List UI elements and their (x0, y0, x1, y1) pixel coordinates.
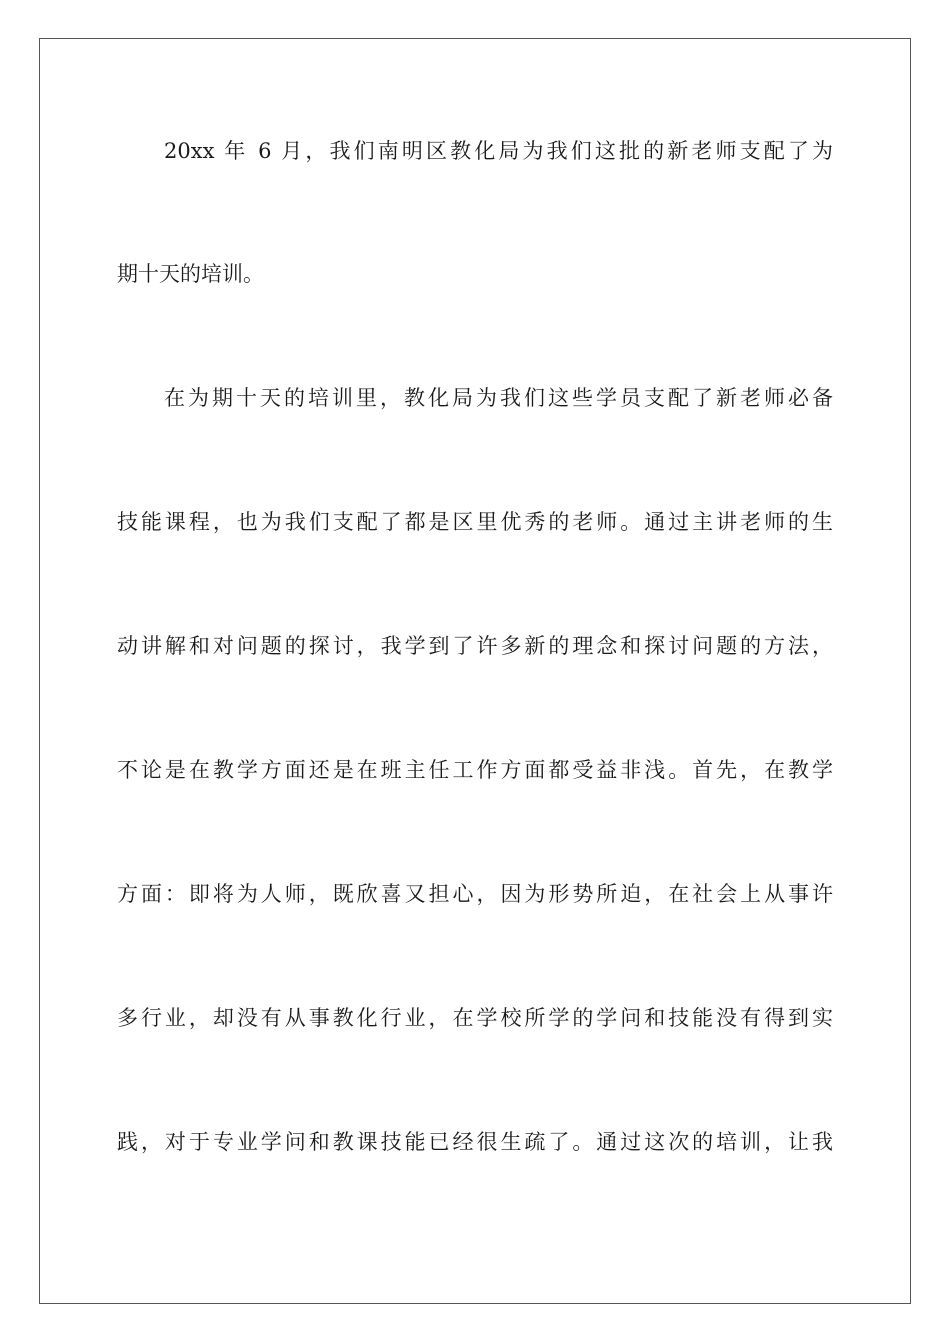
paragraph-1-line-2: 期十天的培训。 (117, 262, 264, 286)
paragraph-2-line-6: 多行业，却没有从事教化行业，在学校所学的学问和技能没有得到实 (117, 1006, 833, 1030)
paragraph-2-line-5: 方面：即将为人师，既欣喜又担心，因为形势所迫，在社会上从事许 (117, 882, 833, 906)
page-border (39, 38, 911, 1304)
paragraph-2-line-7: 践，对于专业学问和教课技能已经很生疏了。通过这次的培训，让我 (117, 1130, 833, 1154)
paragraph-2-line-3: 动讲解和对问题的探讨，我学到了许多新的理念和探讨问题的方法， (117, 634, 833, 658)
paragraph-2-line-4: 不论是在教学方面还是在班主任工作方面都受益非浅。首先，在教学 (117, 758, 833, 782)
paragraph-1-line-1: 20xx 年 6 月，我们南明区教化局为我们这批的新老师支配了为 (164, 139, 833, 163)
paragraph-2-line-1: 在为期十天的培训里，教化局为我们这些学员支配了新老师必备 (164, 386, 833, 410)
paragraph-2-line-2: 技能课程，也为我们支配了都是区里优秀的老师。通过主讲老师的生 (117, 510, 833, 534)
